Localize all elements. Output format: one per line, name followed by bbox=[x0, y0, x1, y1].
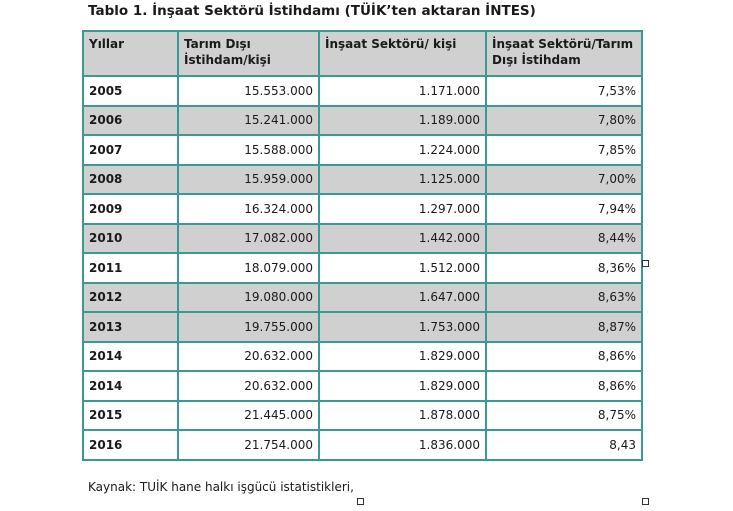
construction-ratio-cell: 8,63% bbox=[486, 283, 642, 313]
construction-employment-cell: 1.753.000 bbox=[319, 312, 486, 342]
header-construction-employment bbox=[319, 31, 486, 76]
table-row bbox=[83, 371, 642, 401]
year-cell: 2007 bbox=[83, 135, 178, 165]
year-cell: 2010 bbox=[83, 224, 178, 254]
year-cell: 2009 bbox=[83, 194, 178, 224]
year-cell: 2014 bbox=[83, 371, 178, 401]
construction-ratio-cell: 7,85% bbox=[486, 135, 642, 165]
non-agri-employment-cell: 20.632.000 bbox=[178, 342, 319, 372]
non-agri-employment-cell: 20.632.000 bbox=[178, 371, 319, 401]
non-agri-employment-cell: 21.754.000 bbox=[178, 430, 319, 460]
non-agri-employment-cell: 19.080.000 bbox=[178, 283, 319, 313]
non-agri-employment-cell: 15.553.000 bbox=[178, 76, 319, 106]
header-years bbox=[83, 31, 178, 76]
table-row bbox=[83, 342, 642, 372]
non-agri-employment-cell: 15.588.000 bbox=[178, 135, 319, 165]
construction-employment-cell: 1.836.000 bbox=[319, 430, 486, 460]
construction-employment-cell: 1.189.000 bbox=[319, 106, 486, 136]
year-cell: 2011 bbox=[83, 253, 178, 283]
construction-employment-cell: 1.442.000 bbox=[319, 224, 486, 254]
year-cell: 2014 bbox=[83, 342, 178, 372]
non-agri-employment-cell: 17.082.000 bbox=[178, 224, 319, 254]
construction-employment-cell: 1.512.000 bbox=[319, 253, 486, 283]
year-cell: 2006 bbox=[83, 106, 178, 136]
construction-ratio-cell: 8,36% bbox=[486, 253, 642, 283]
source-note: Kaynak: TUİK hane halkı işgücü istatistikleri, bbox=[88, 480, 354, 494]
table-row bbox=[83, 430, 642, 460]
table-row bbox=[83, 224, 642, 254]
header-years-line-1: Yıllar bbox=[89, 37, 125, 51]
year-cell: 2013 bbox=[83, 312, 178, 342]
header-ratio-line-1: İnşaat Sektörü/Tarım bbox=[492, 37, 634, 51]
year-cell: 2005 bbox=[83, 76, 178, 106]
header-construction-line-1: İnşaat Sektörü/ kişi bbox=[325, 37, 457, 51]
non-agri-employment-cell: 18.079.000 bbox=[178, 253, 319, 283]
year-cell: 2016 bbox=[83, 430, 178, 460]
header-construction-ratio bbox=[486, 31, 642, 76]
construction-ratio-cell: 7,00% bbox=[486, 165, 642, 195]
construction-ratio-cell: 8,44% bbox=[486, 224, 642, 254]
table-row bbox=[83, 165, 642, 195]
construction-ratio-cell: 8,86% bbox=[486, 342, 642, 372]
table-row bbox=[83, 283, 642, 313]
non-agri-employment-cell: 16.324.000 bbox=[178, 194, 319, 224]
header-non-agri-line-1: Tarım Dışı bbox=[184, 37, 251, 51]
resize-handle-bottom[interactable] bbox=[357, 498, 364, 505]
construction-employment-cell: 1.829.000 bbox=[319, 371, 486, 401]
non-agri-employment-cell: 15.241.000 bbox=[178, 106, 319, 136]
table-row bbox=[83, 312, 642, 342]
construction-ratio-cell: 7,53% bbox=[486, 76, 642, 106]
year-cell: 2012 bbox=[83, 283, 178, 313]
construction-employment-cell: 1.224.000 bbox=[319, 135, 486, 165]
table-row bbox=[83, 253, 642, 283]
resize-handle-right[interactable] bbox=[642, 260, 649, 267]
construction-ratio-cell: 7,80% bbox=[486, 106, 642, 136]
non-agri-employment-cell: 15.959.000 bbox=[178, 165, 319, 195]
employment-table bbox=[82, 30, 643, 461]
construction-ratio-cell: 8,75% bbox=[486, 401, 642, 431]
construction-employment-cell: 1.171.000 bbox=[319, 76, 486, 106]
table-row bbox=[83, 76, 642, 106]
construction-employment-cell: 1.878.000 bbox=[319, 401, 486, 431]
construction-ratio-cell: 7,94% bbox=[486, 194, 642, 224]
construction-employment-cell: 1.829.000 bbox=[319, 342, 486, 372]
non-agri-employment-cell: 19.755.000 bbox=[178, 312, 319, 342]
construction-ratio-cell: 8,87% bbox=[486, 312, 642, 342]
table-caption: Tablo 1. İnşaat Sektörü İstihdamı (TÜİK’ten aktaran İNTES) bbox=[88, 3, 536, 19]
table-row bbox=[83, 106, 642, 136]
table-row bbox=[83, 194, 642, 224]
table-row bbox=[83, 135, 642, 165]
construction-employment-cell: 1.297.000 bbox=[319, 194, 486, 224]
construction-employment-cell: 1.125.000 bbox=[319, 165, 486, 195]
construction-employment-cell: 1.647.000 bbox=[319, 283, 486, 313]
table-header-row bbox=[83, 31, 642, 76]
construction-ratio-cell: 8,43 bbox=[486, 430, 642, 460]
non-agri-employment-cell: 21.445.000 bbox=[178, 401, 319, 431]
table-body bbox=[83, 76, 642, 460]
header-non-agri-employment bbox=[178, 31, 319, 76]
header-ratio-line-2: Dışı İstihdam bbox=[492, 53, 581, 67]
header-non-agri-line-2: İstihdam/kişi bbox=[184, 53, 271, 67]
construction-ratio-cell: 8,86% bbox=[486, 371, 642, 401]
resize-handle-bottom-right[interactable] bbox=[642, 498, 649, 505]
table-row bbox=[83, 401, 642, 431]
year-cell: 2008 bbox=[83, 165, 178, 195]
year-cell: 2015 bbox=[83, 401, 178, 431]
